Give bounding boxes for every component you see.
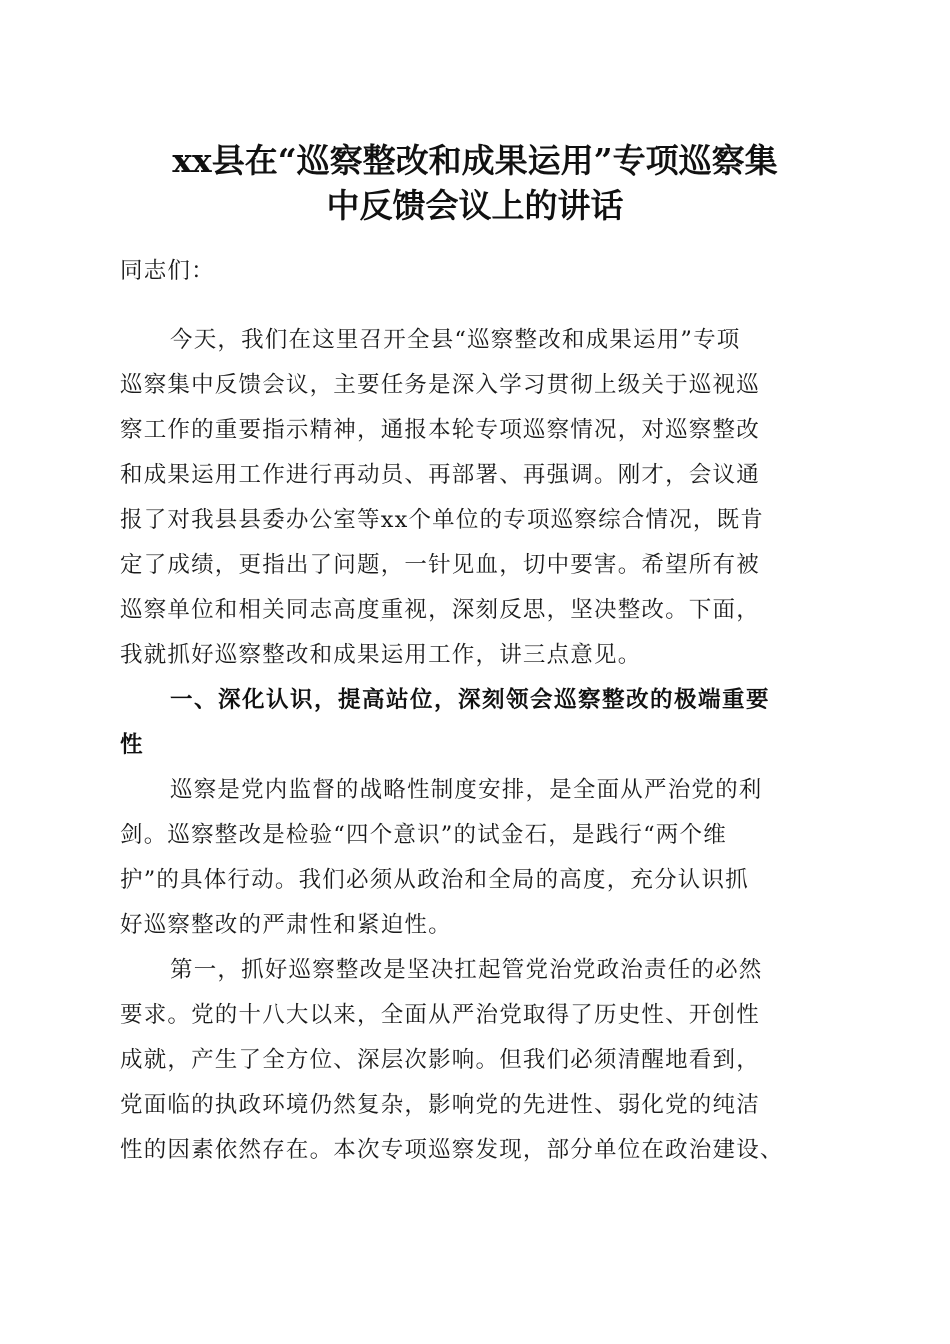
intro-line: 巡察集中反馈会议，主要任务是深入学习贯彻上级关于巡视巡 xyxy=(120,372,760,398)
point-line: 性的因素依然存在。本次专项巡察发现，部分单位在政治建设、 xyxy=(120,1137,784,1163)
section-paragraph-line: 护”的具体行动。我们必须从政治和全局的高度，充分认识抓 xyxy=(120,867,749,893)
point-line: 成就，产生了全方位、深层次影响。但我们必须清醒地看到， xyxy=(120,1047,760,1073)
section-paragraph-line: 好巡察整改的严肃性和紧迫性。 xyxy=(120,912,452,938)
intro-line: 今天，我们在这里召开全县“巡察整改和成果运用”专项 xyxy=(170,327,741,353)
point-line: 党面临的执政环境仍然复杂，影响党的先进性、弱化党的纯洁 xyxy=(120,1092,760,1118)
point-line: 第一，抓好巡察整改是坚决扛起管党治党政治责任的必然 xyxy=(170,957,763,983)
salutation: 同志们： xyxy=(120,258,215,284)
point-line: 要求。党的十八大以来，全面从严治党取得了历史性、开创性 xyxy=(120,1002,760,1028)
section-heading-line: 一、深化认识，提高站位，深刻领会巡察整改的极端重要 xyxy=(170,687,771,713)
intro-line: 巡察单位和相关同志高度重视，深刻反思，坚决整改。下面， xyxy=(120,597,760,623)
intro-line: 报了对我县县委办公室等xx个单位的专项巡察综合情况，既肯 xyxy=(120,507,764,533)
intro-line: 察工作的重要指示精神，通报本轮专项巡察情况，对巡察整改 xyxy=(120,417,760,443)
document-title-line-2: 中反馈会议上的讲话 xyxy=(326,186,624,225)
intro-line: 和成果运用工作进行再动员、再部署、再强调。刚才，会议通 xyxy=(120,462,760,488)
document-title-line-1: xx县在“巡察整改和成果运用”专项巡察集 xyxy=(172,141,778,180)
section-heading-line: 性 xyxy=(120,732,145,758)
section-paragraph-line: 剑。巡察整改是检验“四个意识”的试金石，是践行“两个维 xyxy=(120,822,727,848)
intro-line: 定了成绩，更指出了问题，一针见血，切中要害。希望所有被 xyxy=(120,552,760,578)
section-paragraph-line: 巡察是党内监督的战略性制度安排，是全面从严治党的利 xyxy=(170,777,763,803)
intro-line: 我就抓好巡察整改和成果运用工作，讲三点意见。 xyxy=(120,642,642,668)
